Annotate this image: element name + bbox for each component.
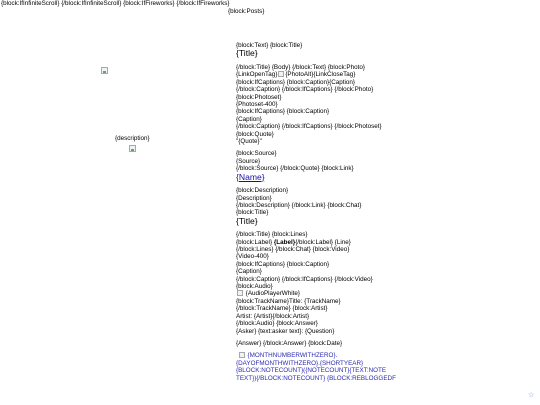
template-line: {Video-400} xyxy=(236,253,269,261)
audio-player-line xyxy=(236,290,536,297)
template-line: {DAYOFMONTHWITHZERO}.{SHORTYEAR} xyxy=(236,359,364,367)
template-line: {Caption} xyxy=(236,115,262,123)
template-line: TEXT}){/BLOCK:NOTECOUNT} {BLOCK:REBLOGGEDF xyxy=(236,374,396,382)
template-line: {Photoset-400} xyxy=(236,100,278,108)
template-line: {/block:Title} {Body} {/block:Text} {block:Photo} xyxy=(236,63,365,71)
chat-title: {Title} xyxy=(236,215,258,226)
template-line: {/block:Lines} {/block:Chat} {block:Video} xyxy=(236,246,350,254)
link-name[interactable]: {Name} xyxy=(236,171,265,182)
date-line xyxy=(236,352,536,359)
broken-image-icon xyxy=(237,290,243,296)
template-line: {block:IfCaptions} {block:Caption} xyxy=(236,260,330,268)
quote-text: "{Quote}" xyxy=(236,137,262,145)
template-line: {/block:Caption} {/block:IfCaptions} {/block:Photoset} xyxy=(236,123,382,131)
photo-alt: {PhotoAlt}{LinkCloseTag} xyxy=(285,71,356,79)
blog-description: {description} xyxy=(115,135,150,142)
template-top-line: {block:IfInfiniteScroll} {/block:IfInfiniteScroll} {block:IfFireworks} {/block:IfFireworks} xyxy=(1,0,230,7)
month-number: {MONTHNUMBERWITHZERO}. xyxy=(247,352,338,360)
broken-image-icon xyxy=(129,145,136,152)
post-column xyxy=(236,42,536,382)
template-line: {block:Audio} xyxy=(236,283,273,291)
template-line: {/block:Description} {/block:Link} {block:Chat} xyxy=(236,201,362,209)
star-icon[interactable]: ☆ xyxy=(528,392,535,399)
broken-image-icon xyxy=(239,352,245,358)
chat-label: {Label} xyxy=(273,238,296,246)
template-line: {block:Description} xyxy=(236,187,289,195)
audio-player: {AudioPlayerWhite} xyxy=(245,290,301,298)
template-line: {Answer} {/block:Answer} {block:Date} xyxy=(236,339,343,347)
template-line: {/block:Source} {/block:Quote} {block:Link} xyxy=(236,165,354,173)
template-line: {block:Photoset} xyxy=(236,93,282,101)
template-line: {block:IfCaptions} {block:Caption} xyxy=(236,108,330,116)
template-line: {block:Title} xyxy=(236,209,269,217)
label-close-tag: {/block:Label} {Line} xyxy=(295,238,351,246)
template-line: {block:Quote} xyxy=(236,130,274,138)
template-line: {block:IfCaptions} {block:Caption}{Caption} xyxy=(236,78,356,86)
template-line: {Asker} {text:asker text}: {Question} xyxy=(236,327,335,335)
template-line: Artist: {Artist}{/block:Artist} xyxy=(236,312,310,320)
template-line: {Description} xyxy=(236,194,272,202)
chat-line xyxy=(236,239,536,246)
template-line: {block:Source} xyxy=(236,150,277,158)
broken-image-icon xyxy=(101,67,108,74)
template-line: {/block:TrackName} {block:Artist} xyxy=(236,305,328,313)
post-title: {Title} xyxy=(236,48,258,59)
text-block-tag: {block:Text} {block:Title} xyxy=(236,42,303,49)
template-line: {/block:Caption} {/block:IfCaptions} {/block:Photo} xyxy=(236,86,374,94)
broken-image-icon xyxy=(278,71,284,77)
template-line: {Caption} xyxy=(236,268,262,276)
posts-block-tag: {block:Posts} xyxy=(228,8,265,15)
template-line: {/block:Caption} {/block:IfCaptions} {/block:Video} xyxy=(236,275,373,283)
template-line: {BLOCK:NOTECOUNT}({NOTECOUNT}{TEXT:NOTE xyxy=(236,367,387,375)
template-line: {Source} xyxy=(236,157,261,165)
template-line: {block:TrackName}Title: {TrackName} xyxy=(236,297,341,305)
template-line: {/block:Title} {block:Lines} xyxy=(236,231,308,239)
photo-link-line xyxy=(236,71,536,78)
label-open-tag: {block:Label} xyxy=(236,238,273,246)
template-line: {/block:Audio} {block:Answer} xyxy=(236,320,318,328)
link-open-tag: {LinkOpenTag} xyxy=(236,71,278,79)
